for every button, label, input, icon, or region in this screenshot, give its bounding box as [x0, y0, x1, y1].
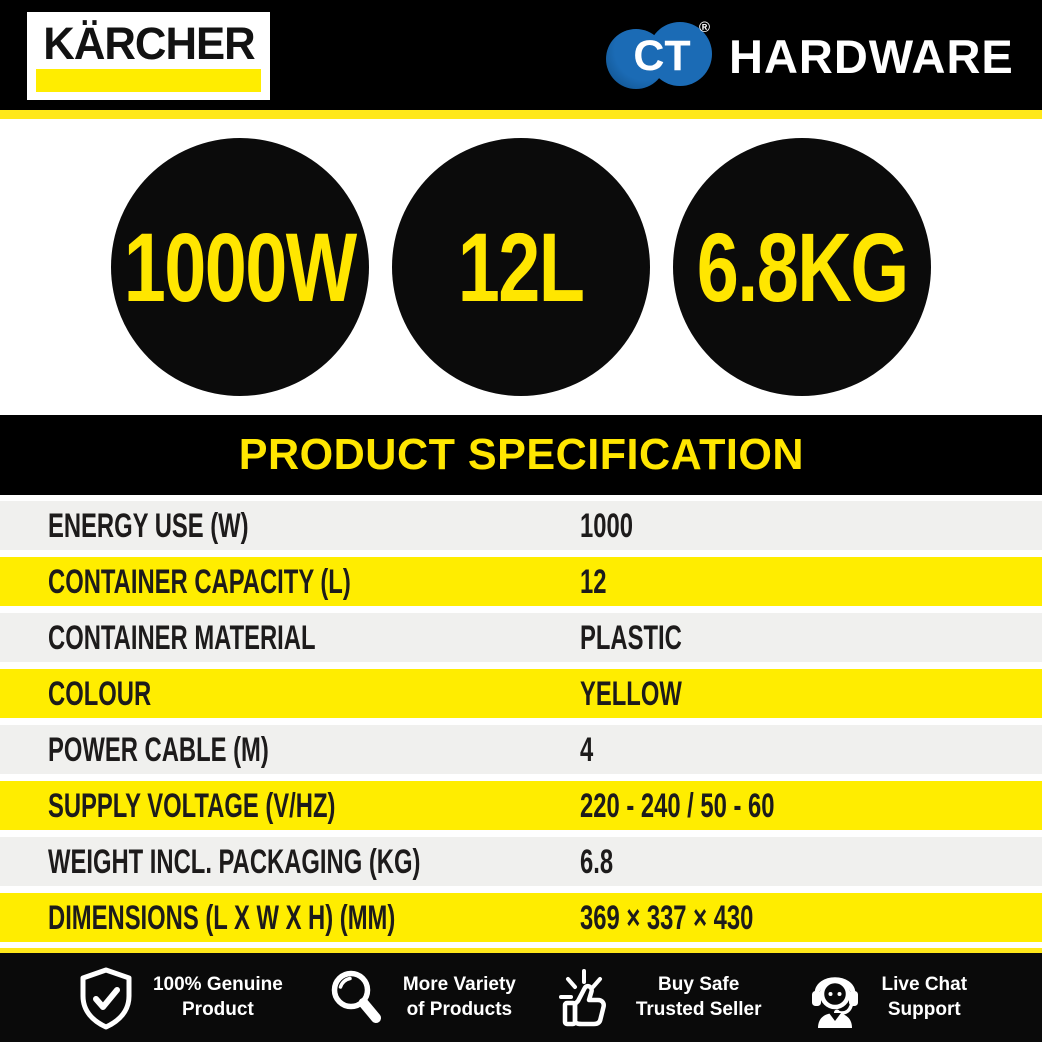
table-row [0, 781, 1042, 830]
table-row [0, 837, 1042, 886]
footer-line1: More Variety [402, 973, 516, 995]
footer-item-variety [325, 966, 516, 1030]
footer-item-genuine [75, 966, 283, 1030]
row-value: PLASTIC [580, 618, 682, 657]
footer-item-text [153, 973, 283, 1022]
header-yellow-divider [0, 110, 1042, 119]
footer-line1: 100% Genuine [152, 973, 283, 995]
table-row [0, 725, 1042, 774]
karcher-logo [27, 12, 270, 100]
footer-line2: Trusted Seller [635, 998, 762, 1020]
row-label: CONTAINER CAPACITY (L) [48, 562, 351, 601]
row-value: 6.8 [580, 842, 614, 881]
badge-power [111, 138, 369, 396]
row-label: CONTAINER MATERIAL [48, 618, 316, 657]
row-value: 4 [580, 730, 594, 769]
badge-weight [673, 138, 931, 396]
ct-logo-text: CT [633, 32, 691, 80]
row-label: ENERGY USE (W) [48, 506, 249, 545]
shield-check-icon [75, 966, 137, 1030]
footer-line2: Product [182, 998, 254, 1020]
spec-title: PRODUCT SPECIFICATION [238, 430, 804, 479]
footer-item-text [636, 973, 762, 1022]
table-row [0, 501, 1042, 550]
row-value: YELLOW [580, 674, 682, 713]
header-bar [0, 0, 1042, 110]
spec-table [0, 495, 1042, 949]
footer-line1: Live Chat [881, 973, 968, 995]
karcher-logo-text: KÄRCHER [42, 17, 255, 69]
footer-line1: Buy Safe [658, 973, 740, 995]
row-value: 220 - 240 / 50 - 60 [580, 786, 775, 825]
footer-item-text [403, 973, 516, 1022]
footer-item-text [882, 973, 968, 1022]
footer-line2: Support [887, 998, 961, 1020]
row-label: COLOUR [48, 674, 152, 713]
footer-item-trusted [558, 966, 762, 1030]
ct-logo-mark [606, 19, 716, 93]
spec-title-bar [0, 415, 1042, 495]
badge-weight-value: 6.8KG [696, 212, 908, 322]
row-label: SUPPLY VOLTAGE (V/HZ) [48, 786, 336, 825]
row-value: 369 × 337 × 430 [580, 898, 754, 937]
row-label: POWER CABLE (M) [48, 730, 269, 769]
table-row [0, 669, 1042, 718]
table-row [0, 613, 1042, 662]
thumbs-up-icon [558, 966, 620, 1030]
footer-item-livechat [804, 966, 968, 1030]
footer-line2: of Products [406, 998, 513, 1020]
magnifier-icon [325, 966, 387, 1030]
footer-bar [0, 948, 1042, 1042]
badge-power-value: 1000W [124, 212, 356, 322]
row-label: DIMENSIONS (L X W X H) (MM) [48, 898, 396, 937]
karcher-yellow-bar [36, 69, 261, 92]
feature-badges [0, 119, 1042, 415]
badge-capacity-value: 12L [458, 212, 584, 322]
table-row [0, 893, 1042, 942]
badge-capacity [392, 138, 650, 396]
ct-hardware-wordmark: HARDWARE [729, 29, 1014, 83]
row-value: 12 [580, 562, 607, 601]
row-label: WEIGHT INCL. PACKAGING (KG) [48, 842, 421, 881]
registered-trademark-symbol: ® [699, 19, 711, 36]
row-value: 1000 [580, 506, 633, 545]
headset-agent-icon [804, 966, 866, 1030]
table-row [0, 557, 1042, 606]
ct-hardware-logo [606, 18, 1014, 94]
